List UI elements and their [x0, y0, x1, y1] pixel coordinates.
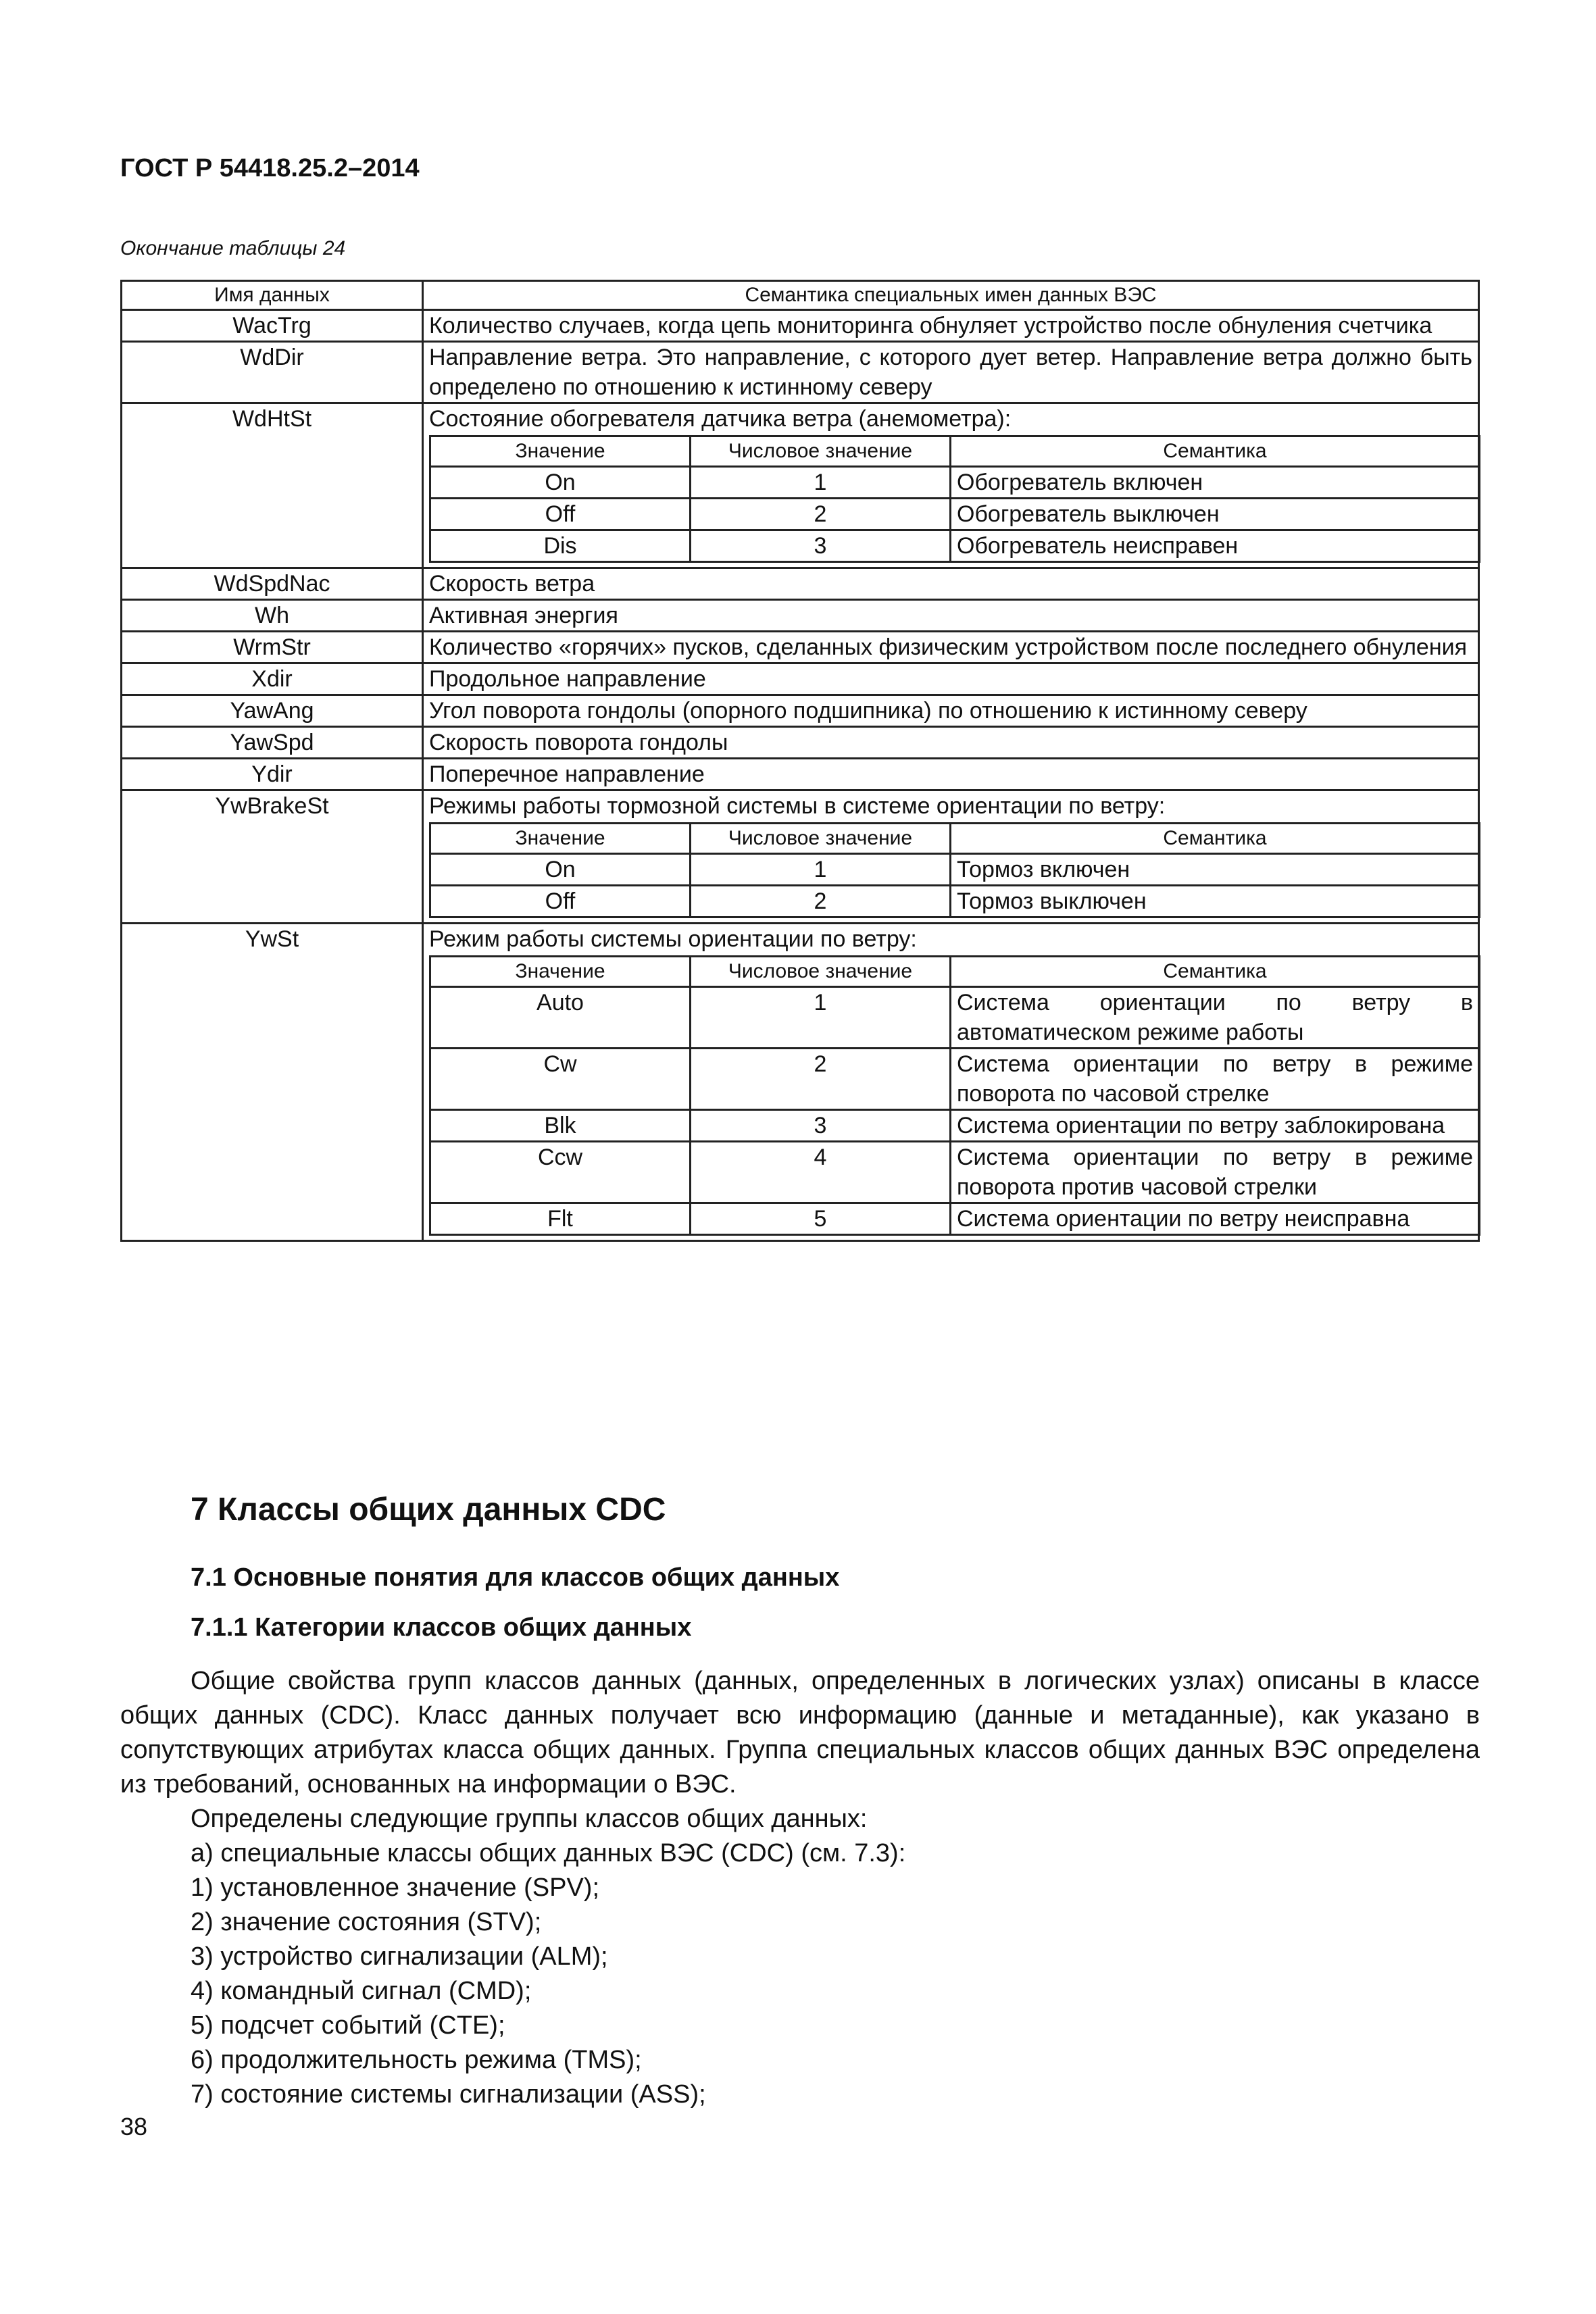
subtable-semantics-cell: Система ориентации по ветру заблокирована: [951, 1110, 1480, 1142]
semantics-text: Количество «горячих» пусков, сделанных физическим устройством после последнего обнуления: [429, 634, 1468, 660]
subtable-numeric-cell: 5: [691, 1203, 951, 1235]
list-item: 4) командный сигнал (CMD);: [191, 1977, 532, 2005]
column-header-name: Имя данных: [122, 281, 423, 310]
data-name-cell: WdSpdNac: [122, 568, 423, 600]
paragraph-groups-intro: Определены следующие группы классов общих данных:: [191, 1805, 868, 1833]
semantics-text: Поперечное направление: [429, 761, 705, 787]
data-name-cell: Ydir: [122, 759, 423, 790]
data-name-cell: YwSt: [122, 924, 423, 1241]
subtable-value-cell: Off: [430, 886, 691, 917]
table-header-row: [122, 281, 1479, 310]
subtable-value-cell: Cw: [430, 1049, 691, 1110]
semantics-cell: [423, 632, 1479, 663]
subtable-numeric-cell: 2: [691, 1049, 951, 1110]
list-item: 5) подсчет событий (CTE);: [191, 2011, 505, 2040]
list-item: 2) значение состояния (STV);: [191, 1908, 542, 1936]
subtable-row: [430, 1142, 1480, 1203]
list-item: а) специальные классы общих данных ВЭС (CDC) (см. 7.3):: [191, 1839, 906, 1867]
table-row: [122, 342, 1479, 403]
table-row: [122, 924, 1479, 1241]
semantics-cell: [423, 924, 1479, 1241]
subtable-row: [430, 1203, 1480, 1235]
subtable-semantics-cell: Система ориентации по ветру в режиме поворота по часовой стрелке: [951, 1049, 1480, 1110]
cdc-groups-list: [120, 1836, 1480, 2112]
subtable-semantics-cell: Тормоз выключен: [951, 886, 1480, 917]
semantics-cell: [423, 759, 1479, 790]
data-name-cell: Xdir: [122, 663, 423, 695]
data-name-cell: WacTrg: [122, 310, 423, 342]
subtable-header-semantics: Семантика: [951, 824, 1480, 854]
section-7-1-1-heading: 7.1.1 Категории классов общих данных: [191, 1613, 692, 1642]
list-item: 1) установленное значение (SPV);: [191, 1873, 600, 1902]
subtable-header-numeric: Числовое значение: [691, 436, 951, 467]
data-name-cell: WdDir: [122, 342, 423, 403]
subtable-value-cell: Auto: [430, 987, 691, 1049]
semantics-cell: [423, 663, 1479, 695]
subtable-numeric-cell: 2: [691, 886, 951, 917]
subtable-semantics-cell: Система ориентации по ветру неисправна: [951, 1203, 1480, 1235]
subtable-numeric-cell: 4: [691, 1142, 951, 1203]
subtable-header-numeric: Числовое значение: [691, 957, 951, 987]
subtable-value-cell: Ccw: [430, 1142, 691, 1203]
subtable-header-semantics: Семантика: [951, 436, 1480, 467]
semantics-cell: [423, 403, 1479, 568]
semantics-text: Скорость ветра: [429, 571, 595, 597]
table-row: [122, 632, 1479, 663]
subtable-header-numeric: Числовое значение: [691, 824, 951, 854]
table-row: [122, 663, 1479, 695]
semantics-cell: [423, 727, 1479, 759]
list-item: 3) устройство сигнализации (ALM);: [191, 1942, 608, 1971]
subtable-value-cell: On: [430, 854, 691, 886]
subtable-header-value: Значение: [430, 436, 691, 467]
section-7-1-heading: 7.1 Основные понятия для классов общих данных: [191, 1563, 840, 1592]
semantics-text: Скорость поворота гондолы: [429, 730, 728, 755]
subtable-header-row: [430, 957, 1480, 987]
semantics-cell: [423, 695, 1479, 727]
value-subtable: [429, 435, 1480, 563]
list-item: 6) продолжительность режима (TMS);: [191, 2046, 642, 2074]
subtable-numeric-cell: 1: [691, 854, 951, 886]
subtable-row: [430, 987, 1480, 1049]
subtable-numeric-cell: 2: [691, 499, 951, 530]
semantics-cell: [423, 568, 1479, 600]
subtable-header-value: Значение: [430, 824, 691, 854]
table-row: [122, 759, 1479, 790]
value-subtable: [429, 822, 1480, 918]
subtable-value-cell: On: [430, 467, 691, 499]
subtable-value-cell: Flt: [430, 1203, 691, 1235]
data-name-cell: YawSpd: [122, 727, 423, 759]
semantics-text: Количество случаев, когда цепь мониторинга обнуляет устройство после обнуления счетчика: [429, 313, 1432, 338]
semantics-cell: [423, 790, 1479, 924]
subtable-semantics-cell: Обогреватель неисправен: [951, 530, 1480, 562]
data-name-cell: Wh: [122, 600, 423, 632]
subtable-header-value: Значение: [430, 957, 691, 987]
semantics-text: Режимы работы тормозной системы в системе ориентации по ветру:: [429, 793, 1166, 819]
semantics-cell: [423, 342, 1479, 403]
document-standard-header: ГОСТ Р 54418.25.2–2014: [120, 154, 420, 182]
subtable-row: [430, 499, 1480, 530]
section-body: [120, 1664, 1480, 2112]
subtable-semantics-cell: Система ориентации по ветру в автоматическом режиме работы: [951, 987, 1480, 1049]
subtable-header-semantics: Семантика: [951, 957, 1480, 987]
table-row: [122, 310, 1479, 342]
subtable-semantics-cell: Система ориентации по ветру в режиме поворота против часовой стрелки: [951, 1142, 1480, 1203]
table-caption: Окончание таблицы 24: [120, 237, 346, 259]
subtable-semantics-cell: Обогреватель выключен: [951, 499, 1480, 530]
table-row: [122, 403, 1479, 568]
page-number: 38: [120, 2113, 148, 2140]
data-name-cell: YawAng: [122, 695, 423, 727]
table-row: [122, 790, 1479, 924]
subtable-value-cell: Blk: [430, 1110, 691, 1142]
table-row: [122, 727, 1479, 759]
subtable-numeric-cell: 3: [691, 530, 951, 562]
subtable-semantics-cell: Тормоз включен: [951, 854, 1480, 886]
subtable-row: [430, 1049, 1480, 1110]
value-subtable: [429, 955, 1480, 1236]
semantics-text: Активная энергия: [429, 603, 618, 628]
subtable-row: [430, 854, 1480, 886]
data-name-cell: WrmStr: [122, 632, 423, 663]
data-name-cell: WdHtSt: [122, 403, 423, 568]
subtable-row: [430, 886, 1480, 917]
subtable-numeric-cell: 1: [691, 987, 951, 1049]
subtable-row: [430, 530, 1480, 562]
subtable-semantics-cell: Обогреватель включен: [951, 467, 1480, 499]
subtable-numeric-cell: 3: [691, 1110, 951, 1142]
semantics-cell: [423, 600, 1479, 632]
semantics-cell: [423, 310, 1479, 342]
data-names-table: [120, 280, 1480, 1242]
semantics-text: Продольное направление: [429, 666, 706, 692]
subtable-row: [430, 467, 1480, 499]
table-row: [122, 568, 1479, 600]
column-header-semantics: Семантика специальных имен данных ВЭС: [423, 281, 1479, 310]
semantics-text: Состояние обогревателя датчика ветра (анемометра):: [429, 406, 1012, 432]
table-row: [122, 695, 1479, 727]
paragraph-cdc-properties: Общие свойства групп классов данных (данных, определенных в логических узлах) описаны в классе общих данных (CDC). Класс данных получает всю информацию (данные и метаданные), как указано в сопутствующих атрибутах класса общих данных. Группа специальных классов общих данных ВЭС определена из требований, основанных на информации о ВЭС.: [120, 1667, 1480, 1799]
semantics-text: Направление ветра. Это направление, с которого дует ветер. Направление ветра должно быть определено по отношению к истинному северу: [429, 345, 1472, 400]
subtable-value-cell: Dis: [430, 530, 691, 562]
section-7-heading: 7 Классы общих данных CDC: [191, 1492, 666, 1528]
subtable-header-row: [430, 824, 1480, 854]
subtable-numeric-cell: 1: [691, 467, 951, 499]
semantics-text: Угол поворота гондолы (опорного подшипника) по отношению к истинному северу: [429, 698, 1307, 724]
table-row: [122, 600, 1479, 632]
semantics-text: Режим работы системы ориентации по ветру:: [429, 926, 917, 952]
subtable-row: [430, 1110, 1480, 1142]
subtable-header-row: [430, 436, 1480, 467]
subtable-value-cell: Off: [430, 499, 691, 530]
list-item: 7) состояние системы сигнализации (ASS);: [191, 2080, 706, 2109]
data-name-cell: YwBrakeSt: [122, 790, 423, 924]
